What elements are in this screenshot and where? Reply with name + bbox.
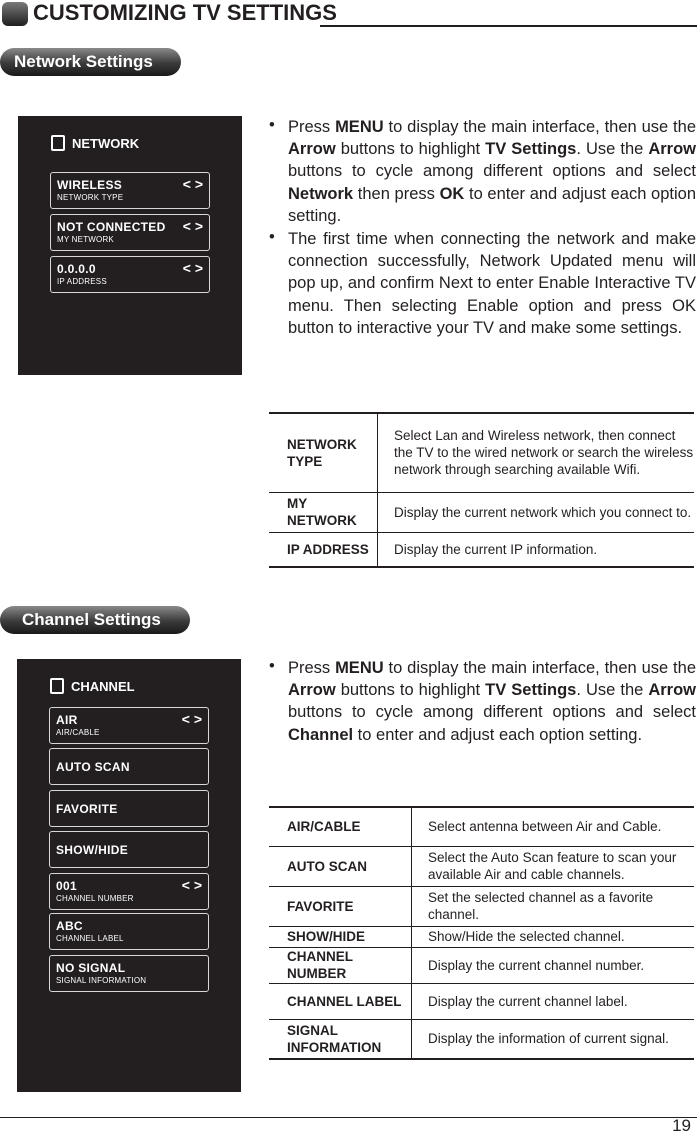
- option-value: SHOW/HIDE: [56, 843, 129, 857]
- option-label: IP ADDRESS: [57, 277, 107, 286]
- table-value: Display the current IP information.: [378, 532, 695, 567]
- bullet-dot: •: [269, 657, 275, 675]
- table-row: [269, 492, 694, 532]
- option-label: AIR/CABLE: [56, 728, 100, 737]
- table-key: IP ADDRESS: [287, 541, 369, 557]
- option-label: MY NETWORK: [57, 235, 114, 244]
- table-value: Display the current network which you connect to.: [378, 492, 695, 532]
- network-instructions: Press MENU to display the main interface, then use the Arrow buttons to highlight TV Settings. Use the Arrow buttons to cycle among different options and select Network then press OK to enter and adjust each option setting.: [288, 118, 697, 225]
- table-row: [269, 947, 694, 983]
- table-key: FAVORITE: [287, 898, 354, 914]
- bullet-dot: •: [269, 116, 275, 134]
- table-key: SIGNAL INFORMATION: [287, 1022, 382, 1055]
- option-air-cable[interactable]: [49, 707, 209, 744]
- table-row: [269, 413, 694, 492]
- table-value: Show/Hide the selected channel.: [412, 926, 695, 947]
- table-row: [269, 1019, 694, 1059]
- option-favorite[interactable]: [49, 790, 209, 827]
- channel-screen: [17, 659, 241, 1092]
- table-key: CHANNEL LABEL: [287, 993, 402, 1009]
- option-value: WIRELESS: [57, 178, 123, 192]
- page-number: 19: [672, 1116, 691, 1135]
- network-screen: [18, 116, 242, 375]
- checkbox-icon: [50, 678, 64, 694]
- screen-title: NETWORK: [72, 136, 140, 151]
- option-channel-number[interactable]: [49, 873, 209, 910]
- table-key: MY NETWORK: [287, 496, 357, 528]
- table-value: Select antenna between Air and Cable.: [412, 807, 695, 846]
- table-value: Display the current channel number.: [412, 947, 695, 983]
- bullet-dot: •: [269, 228, 275, 246]
- left-right-arrows-icon[interactable]: < >: [181, 711, 202, 727]
- option-label: NETWORK TYPE: [57, 193, 124, 202]
- option-value: 0.0.0.0: [57, 262, 96, 276]
- table-value: Display the information of current signal.: [412, 1019, 695, 1059]
- table-row: [269, 886, 694, 926]
- option-value: FAVORITE: [56, 802, 118, 816]
- table-key: CHANNEL NUMBER: [287, 949, 353, 981]
- left-right-arrows-icon[interactable]: < >: [182, 260, 203, 276]
- option-value: ABC: [56, 919, 83, 933]
- option-value: NOT CONNECTED: [57, 220, 166, 234]
- option-label: CHANNEL LABEL: [56, 934, 124, 943]
- screen-title: CHANNEL: [71, 679, 135, 694]
- left-right-arrows-icon[interactable]: < >: [181, 877, 202, 893]
- table-row: [269, 983, 694, 1019]
- network-settings-pill: Network Settings: [0, 48, 181, 76]
- option-label: SIGNAL INFORMATION: [56, 976, 147, 985]
- table-value: Set the selected channel as a favorite channel.: [412, 886, 695, 926]
- option-value: AUTO SCAN: [56, 760, 130, 774]
- table-value: Select the Auto Scan feature to scan your available Air and cable channels.: [412, 846, 695, 886]
- table-row: [269, 532, 694, 567]
- table-key: SHOW/HIDE: [287, 929, 366, 944]
- option-label: CHANNEL NUMBER: [56, 894, 134, 903]
- header-icon: [2, 2, 28, 26]
- option-value: NO SIGNAL: [56, 961, 126, 975]
- option-ip-address[interactable]: [50, 256, 210, 293]
- option-wireless[interactable]: [50, 172, 210, 209]
- footer-rule: [0, 1117, 697, 1118]
- network-options-table: [269, 412, 694, 568]
- table-value: Display the current channel label.: [412, 983, 695, 1019]
- table-value: Select Lan and Wireless network, then connect the TV to the wired network or search the wireless network through searching available Wifi.: [378, 413, 695, 492]
- option-auto-scan[interactable]: [49, 748, 209, 785]
- table-row: [269, 846, 694, 886]
- left-right-arrows-icon[interactable]: < >: [182, 218, 203, 234]
- channel-instructions: Press MENU to display the main interface, then use the Arrow buttons to highlight TV Settings. Use the Arrow buttons to cycle among different options and select Channel to enter and adjust each option setting.: [288, 659, 697, 744]
- option-my-network[interactable]: [50, 214, 210, 251]
- page-title: CUSTOMIZING TV SETTINGS: [33, 0, 337, 25]
- table-row: [269, 807, 694, 846]
- table-key: NETWORK TYPE: [287, 436, 357, 469]
- channel-options-table: [269, 806, 694, 1060]
- table-key: AUTO SCAN: [287, 858, 368, 874]
- option-show-hide[interactable]: [49, 831, 209, 868]
- option-channel-label[interactable]: [49, 913, 209, 950]
- table-key: AIR/CABLE: [287, 819, 361, 835]
- header-rule: [320, 25, 697, 27]
- channel-settings-pill: Channel Settings: [0, 606, 190, 634]
- table-row: [269, 926, 694, 947]
- left-right-arrows-icon[interactable]: < >: [182, 176, 203, 192]
- option-value: AIR: [56, 713, 78, 727]
- checkbox-icon: [51, 135, 65, 151]
- option-value: 001: [56, 879, 77, 893]
- network-first-connect-note: The first time when connecting the network and make connection successfully, Network Updated menu will pop up, and confirm Next to enter Enable Interactive TV menu. Then selecting Enable option and press OK button to interactive your TV and make some settings.: [288, 230, 696, 337]
- option-signal-information[interactable]: [49, 955, 209, 992]
